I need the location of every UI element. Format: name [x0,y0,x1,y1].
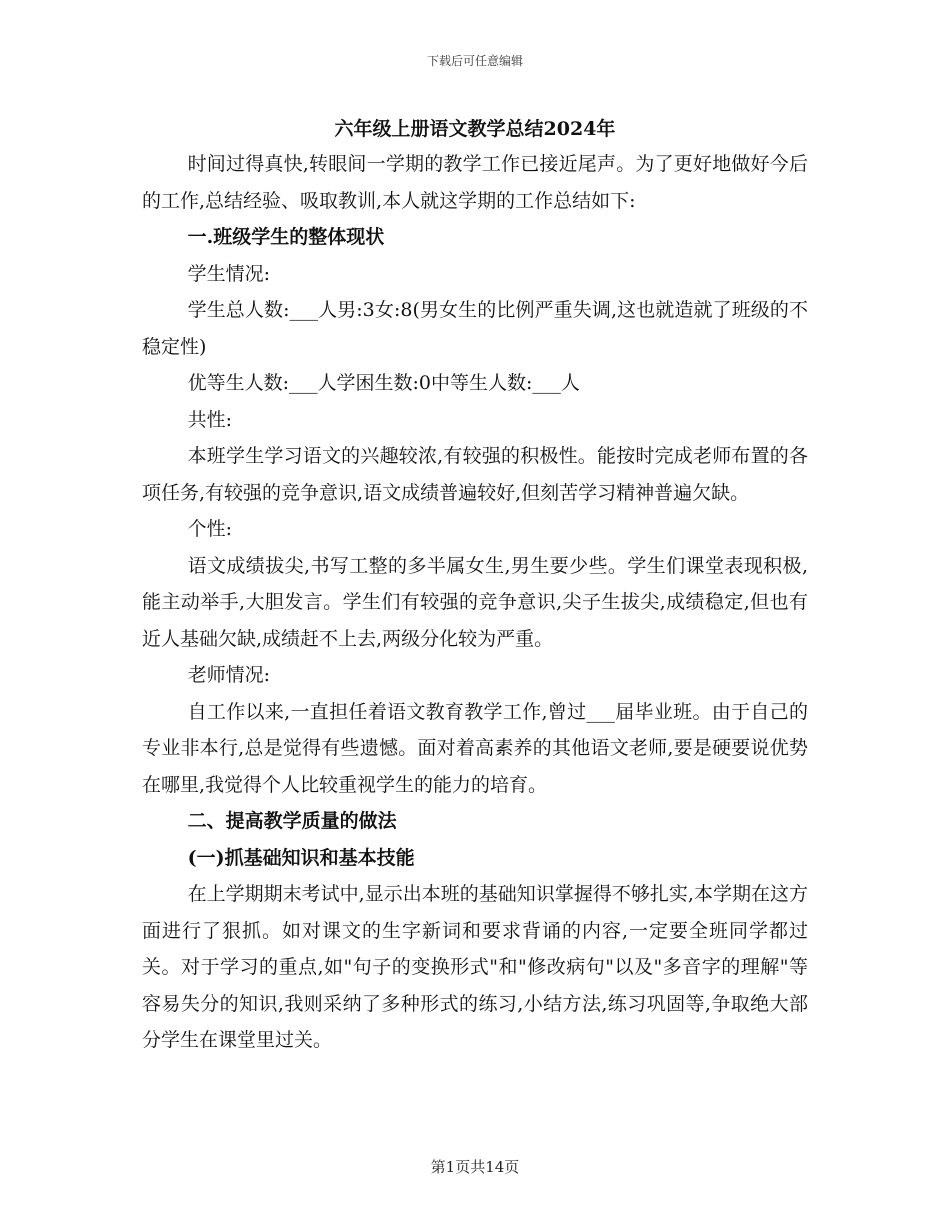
paragraph-common-text: 本班学生学习语文的兴趣较浓,有较强的积极性。能按时完成老师布置的各项任务,有较强的竞争意识,语文成绩普遍较好,但刻苦学习精神普遍欠缺。 [142,445,808,504]
document-body [142,146,808,1059]
paragraph-student-levels: 优等生人数:___人学困生数:0中等生人数:___人 [187,372,580,394]
header-note: 下载后可任意编辑 [426,54,523,68]
paragraph-individual-text: 语文成绩拔尖,书写工整的多半属女生,男生要少些。学生们课堂表现积极,能主动举手,大胆发言。学生们有较强的竞争意识,尖子生拔尖,成绩稳定,但也有近人基础欠缺,成绩赶不上去,两级分化较为严重。 [142,554,808,650]
paragraph-student-count: 学生总人数:___人男:3女:8(男女生的比例严重失调,这也就造就了班级的不稳定性) [142,299,808,358]
paragraph-teacher-label: 老师情况: [187,664,270,686]
section-heading-1: 一.班级学生的整体现状 [187,226,385,248]
page-footer: 第1页共14页 [430,1158,520,1176]
page-title: 六年级上册语文教学总结2024年 [334,118,616,140]
paragraph-common-label: 共性: [187,408,232,431]
paragraph-teacher-text: 自工作以来,一直担任着语文教育教学工作,曾过___届毕业班。由于自己的专业非本行,总是觉得有些遗憾。面对着高素养的其他语文老师,要是硬要说优势在哪里,我觉得个人比较重视学生的能力的培育。 [142,700,808,796]
paragraph-individual-label: 个性: [187,518,232,540]
paragraph-basics-text: 在上学期期末考试中,显示出本班的基础知识掌握得不够扎实,本学期在这方面进行了狠抓。如对课文的生字新词和要求背诵的内容,一定要全班同学都过关。对于学习的重点,如"句子的变换形式"和"修改病句"以及"多音字的理解"等容易失分的知识,我则采纳了多种形式的练习,小结方法,练习巩固等,争取绝大部分学生在课堂里过关。 [142,883,808,1051]
paragraph-intro: 时间过得真快,转眼间一学期的教学工作已接近尾声。为了更好地做好今后的工作,总结经验、吸取教训,本人就这学期的工作总结如下: [142,153,808,212]
section-heading-2: 二、提高教学质量的做法 [187,810,397,832]
paragraph-student-label: 学生情况: [187,262,270,285]
subsection-heading-1: (一)抓基础知识和基本技能 [187,846,415,869]
